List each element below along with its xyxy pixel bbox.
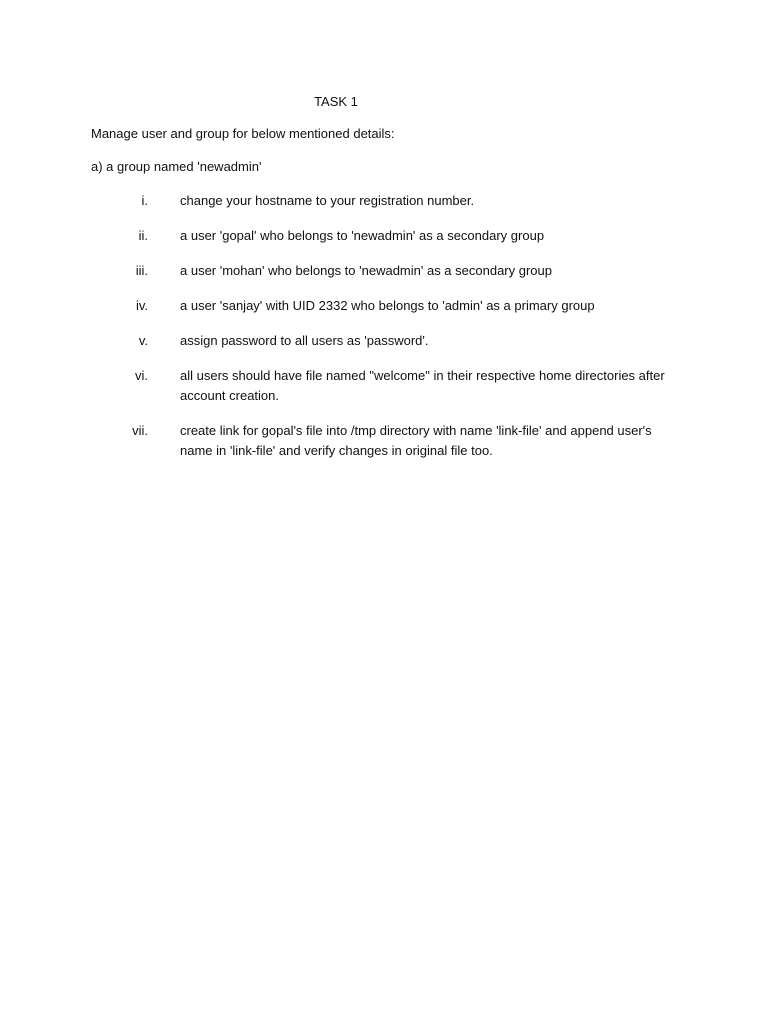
list-item-number: vii. <box>132 423 148 438</box>
list-item-text: assign password to all users as 'password'. <box>180 333 429 348</box>
list-item-text: a user 'mohan' who belongs to 'newadmin' as a secondary group <box>180 263 552 278</box>
task-list <box>0 191 768 476</box>
list-item-text: a user 'gopal' who belongs to 'newadmin' as a secondary group <box>180 228 545 243</box>
list-item <box>0 366 768 406</box>
list-item-number: vi. <box>135 368 148 383</box>
list-item <box>0 296 768 316</box>
list-item <box>0 226 768 246</box>
list-item-text: create link for gopal's file into /tmp directory with name 'link-file' and append user's name in 'link-file' and verify changes in original file too. <box>180 423 652 458</box>
list-item <box>0 421 768 461</box>
list-item-text: a user 'sanjay' with UID 2332 who belongs to 'admin' as a primary group <box>180 298 595 313</box>
list-item-text: change your hostname to your registration number. <box>180 193 475 208</box>
list-item <box>0 261 768 281</box>
document-title: TASK 1 <box>314 94 358 109</box>
list-item-number: ii. <box>138 228 148 243</box>
intro-paragraph: Manage user and group for below mentioned details: <box>91 126 395 141</box>
list-item-number: iv. <box>135 298 148 313</box>
list-item <box>0 191 768 211</box>
list-item <box>0 331 768 351</box>
list-item-number: v. <box>138 333 148 348</box>
list-item-number: i. <box>141 193 148 208</box>
list-item-text: all users should have file named "welcome" in their respective home directories after account creation. <box>180 368 665 403</box>
list-item-number: iii. <box>135 263 148 278</box>
group-line: a) a group named 'newadmin' <box>91 159 262 174</box>
